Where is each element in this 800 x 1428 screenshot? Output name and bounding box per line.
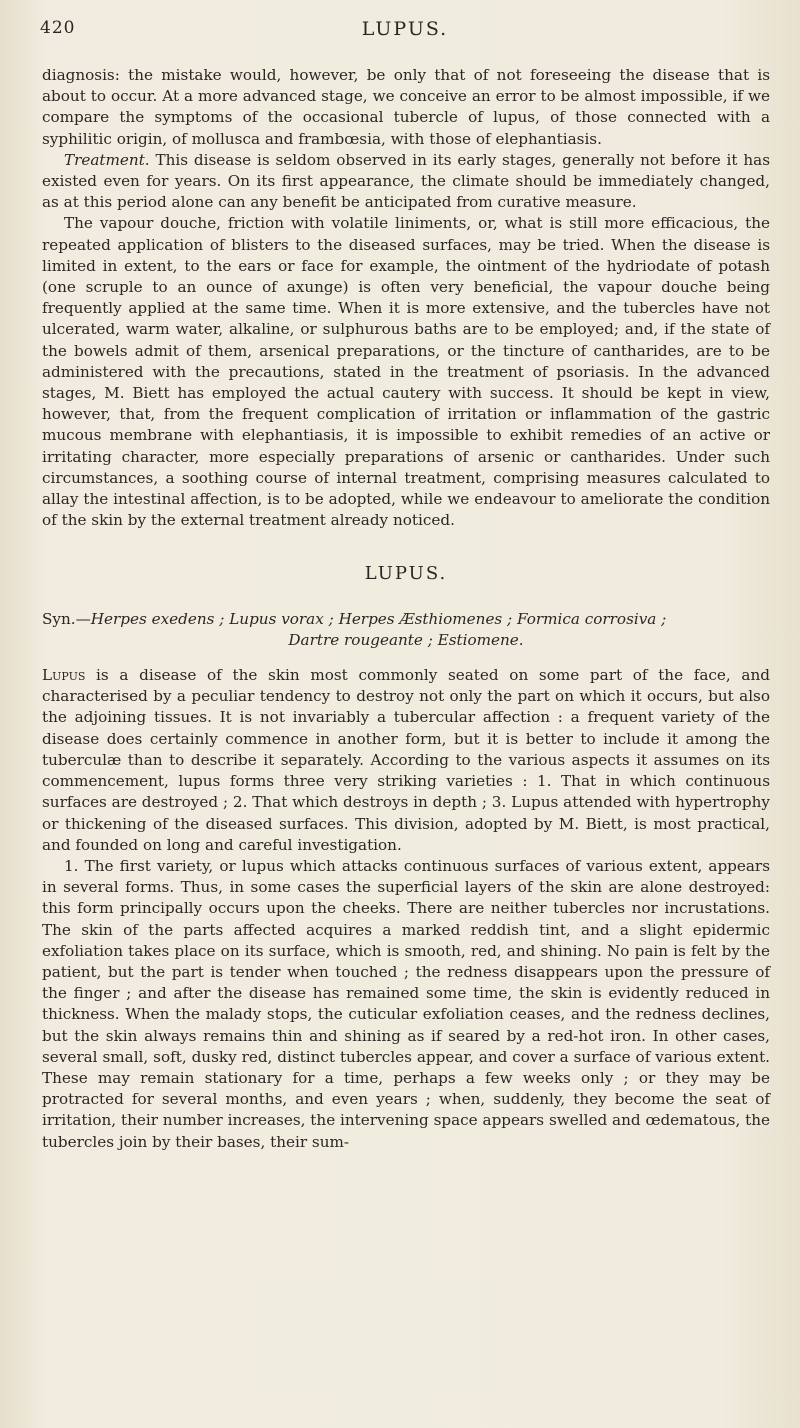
treatment-lead: Treatment. xyxy=(64,150,150,169)
page-number: 420 xyxy=(40,18,76,38)
paragraph-treatment xyxy=(42,150,770,214)
synonyms-label: Syn.— xyxy=(42,609,91,628)
spacer xyxy=(42,651,770,665)
synonyms-line-2 xyxy=(42,630,770,651)
synonyms-list-2: Dartre rougeante ; Estiomene. xyxy=(288,630,524,649)
paragraph-first-variety: 1. The first variety, or lupus which attacks continuous surfaces of various extent, appears in several forms. Thus, in some cases the superficial layers of the skin are alone destroyed: this form principally occurs upon the cheeks. There are neither tubercles nor incrustations. The skin of the parts affected acquires a marked reddish tint, and a slight epidermic exfoliation takes place on its surface, which is smooth, red, and shining. No pain is felt by the patient, but the part is tender when touched ; the redness disappears upon the pressure of the finger ; and after the disease has remained some time, the skin is evidently reduced in thickness. When the malady stops, the cuticular exfoliation ceases, and the redness declines, but the skin always remains thin and shining as if seared by a red-hot iron. In other cases, several small, soft, dusky red, distinct tubercles appear, and cover a surface of various extent. These may remain stationary for a time, perhaps a few weeks only ; or they may be protracted for several months, and even years ; when, suddenly, they become the seat of irritation, their number increases, the intervening space appears swelled and œdematous, the tubercles join by their bases, their sum- xyxy=(42,856,770,1151)
running-head xyxy=(40,18,770,48)
synonyms-block xyxy=(42,609,770,651)
paragraph-lupus-intro xyxy=(42,665,770,856)
section-heading: LUPUS. xyxy=(364,563,448,585)
body-text xyxy=(42,65,770,1153)
paragraph-diagnosis-continued: diagnosis: the mistake would, however, be only that of not foreseeing the disease that is about to occur. At a more advanced stage, we conceive an error to be almost impossible, if we compare the symptoms of the occasional tubercle of lupus, of those connected with a syphilitic origin, of mollusca and frambœsia, with those of elephantiasis. xyxy=(42,66,770,148)
treatment-text: This disease is seldom observed in its early stages, generally not before it has existed even for years. On its first appearance, the climate should be immediately changed, as at this period alone can any benefit be anticipated from curative measure. xyxy=(42,150,770,212)
intro-word: Lupus xyxy=(42,666,86,685)
intro-text: is a disease of the skin most commonly seated on some part of the face, and characterised by a peculiar tendency to destroy not only the part on which it occurs, but also the adjoining tissues. It is not invariably a tubercular affection : a frequent variety of the disease does certainly commence in another form, but it is better to include it among the tuberculæ than to describe it separately. According to the various aspects it assumes on its commencement, lupus forms three very striking varieties : 1. That in which continuous surfaces are destroyed ; 2. That which destroys in depth ; 3. Lupus attended with hypertrophy or thickening of the diseased surfaces. This division, adopted by M. Biett, is most practical, and founded on long and careful investigation. xyxy=(42,666,770,854)
synonyms-list-1: Herpes exedens ; Lupus vorax ; Herpes Æsthiomenes ; Formica corrosiva ; xyxy=(90,609,667,628)
synonyms-line-1 xyxy=(42,609,770,630)
paragraph-treatment-methods: The vapour douche, friction with volatile liniments, or, what is still more efficacious, the repeated application of blisters to the diseased surfaces, may be tried. When the disease is limited in extent, to the ears or face for example, the ointment of the hydriodate of potash (one scruple to an ounce of axunge) is often very beneficial, the vapour douche being frequently applied at the same time. When it is more extensive, and the tubercles have not ulcerated, warm water, alkaline, or sulphurous baths are to be employed; and, if the state of the bowels admit of them, arsenical preparations, or the tincture of cantharides, are to be administered with the precautions, stated in the treatment of psoriasis. In the advanced stages, M. Biett has employed the actual cautery with success. It should be kept in view, however, that, from the frequent complication of irritation or inflammation of the gastric mucous membrane with elephantiasis, it is impossible to exhibit remedies of an active or irritating character, more especially preparations of arsenic or cantharides. Under such circumstances, a soothing course of internal treatment, comprising measures calculated to allay the intestinal affection, is to be adopted, while we endeavour to ameliorate the condition of the skin by the external treatment already noticed. xyxy=(42,214,770,530)
running-title: LUPUS. xyxy=(361,18,449,40)
